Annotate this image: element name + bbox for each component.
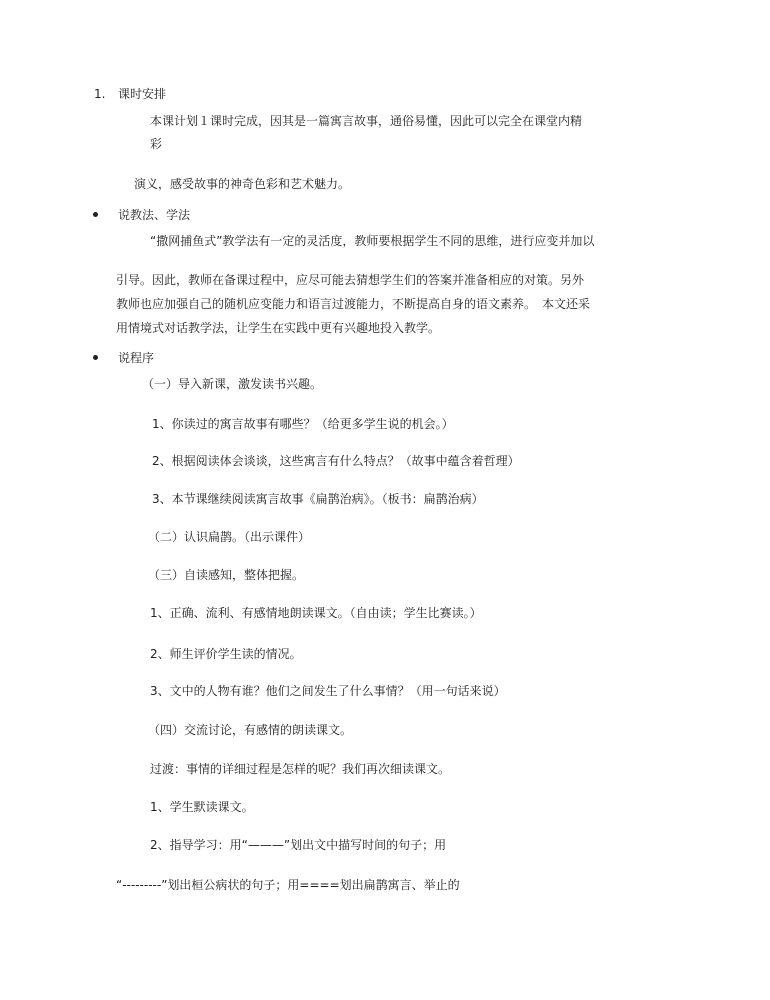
section-heading: 说教法、学法 bbox=[118, 208, 191, 222]
bullet-icon bbox=[93, 212, 98, 217]
section-heading: 课时安排 bbox=[118, 87, 167, 101]
step-line: “---------”划出桓公病状的句子；用====划出扁鹊寓言、举止的 bbox=[116, 878, 460, 892]
paragraph-line: “撒网捕鱼式”教学法有一定的灵活度，教师要根据学生不同的思维，进行应变并加以 bbox=[150, 234, 595, 248]
step-line: 过渡：事情的详细过程是怎样的呢？我们再次细读课文。 bbox=[150, 762, 451, 776]
step-line: （二）认识扁鹊。（出示课件） bbox=[148, 530, 311, 544]
step-line: （三）自读感知，整体把握。 bbox=[148, 568, 305, 582]
step-line: 3、文中的人物有谁？他们之间发生了什么事情？（用一句话来说） bbox=[150, 684, 506, 698]
step-line: （一）导入新课，激发读书兴趣。 bbox=[142, 377, 323, 391]
step-line: 2、根据阅读体会谈谈，这些寓言有什么特点？（故事中蕴含着哲理） bbox=[152, 454, 520, 468]
step-line: 1、你读过的寓言故事有哪些？（给更多学生说的机会。） bbox=[152, 417, 454, 431]
step-line: 3、本节课继续阅读寓言故事《扁鹊治病》。（板书：扁鹊治病） bbox=[152, 492, 484, 506]
step-line: 2、师生评价学生读的情况。 bbox=[150, 647, 302, 661]
paragraph-line: 彩 bbox=[150, 137, 163, 151]
section-number: 1. bbox=[94, 87, 106, 101]
paragraph-line: 引导。因此，教师在备课过程中，应尽可能去猜想学生们的答案并准备相应的对策。另外 bbox=[116, 273, 585, 287]
paragraph-line: 用情境式对话教学法，让学生在实践中更有兴趣地投入教学。 bbox=[116, 321, 441, 335]
section-heading: 说程序 bbox=[118, 351, 155, 365]
step-line: （四）交流讨论，有感情的朗读课文。 bbox=[148, 723, 353, 737]
step-line: 1、学生默读课文。 bbox=[150, 800, 254, 814]
step-line: 1、正确、流利、有感情地朗读课文。（自由读；学生比赛读。） bbox=[150, 606, 482, 620]
bullet-icon bbox=[93, 355, 98, 360]
paragraph-line: 演义，感受故事的神奇色彩和艺术魅力。 bbox=[134, 177, 351, 191]
step-line: 2、指导学习：用“———”划出文中描写时间的句子；用 bbox=[150, 838, 447, 852]
paragraph-line: 教师也应加强自己的随机应变能力和语言过渡能力，不断提高自身的语文素养。 本文还采 bbox=[116, 297, 591, 311]
paragraph-line: 本课计划１课时完成，因其是一篇寓言故事，通俗易懂，因此可以完全在课堂内精 bbox=[150, 114, 583, 128]
